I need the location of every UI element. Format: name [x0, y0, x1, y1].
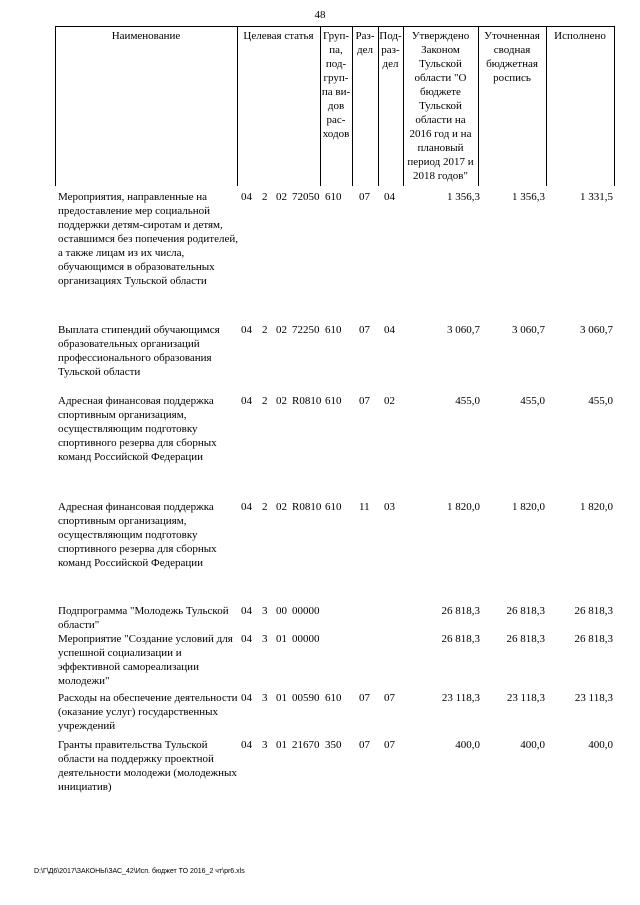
- target-event: 02: [276, 395, 287, 407]
- target-direction: 00000: [292, 605, 320, 617]
- approved-amount: 455,0: [455, 395, 480, 407]
- executed-amount: 26 818,3: [574, 605, 613, 617]
- executed-amount: 26 818,3: [574, 633, 613, 645]
- target-subprogram: 2: [262, 191, 268, 203]
- target-subprogram: 2: [262, 501, 268, 513]
- section-code: 07: [359, 191, 370, 203]
- section-code: 07: [359, 692, 370, 704]
- target-subprogram: 2: [262, 395, 268, 407]
- revised-amount: 3 060,7: [512, 324, 545, 336]
- header-top-border: [55, 26, 614, 27]
- approved-amount: 26 818,3: [441, 605, 480, 617]
- approved-amount: 3 060,7: [447, 324, 480, 336]
- expense-type: 610: [325, 191, 342, 203]
- row-name: Расходы на обеспечение деятельности (оказание услуг) государственных учреждений: [58, 692, 238, 732]
- target-direction: 00590: [292, 692, 320, 704]
- col-border: [546, 26, 547, 186]
- header-group: Груп- па, под- груп- па ви- дов рас- ходов: [321, 30, 351, 140]
- revised-amount: 26 818,3: [506, 605, 545, 617]
- executed-amount: 1 331,5: [580, 191, 613, 203]
- expense-type: 610: [325, 692, 342, 704]
- executed-amount: 400,0: [588, 739, 613, 751]
- target-subprogram: 3: [262, 605, 268, 617]
- approved-amount: 1 356,3: [447, 191, 480, 203]
- header-executed: Исполнено: [554, 30, 606, 42]
- target-event: 01: [276, 739, 287, 751]
- target-direction: 72250: [292, 324, 320, 336]
- subsection-code: 03: [384, 501, 395, 513]
- header-subsection: Под- раз- дел: [379, 30, 402, 70]
- target-event: 02: [276, 191, 287, 203]
- target-subprogram: 3: [262, 633, 268, 645]
- target-event: 02: [276, 324, 287, 336]
- expense-type: 610: [325, 324, 342, 336]
- expense-type: 350: [325, 739, 342, 751]
- target-event: 01: [276, 692, 287, 704]
- approved-amount: 1 820,0: [447, 501, 480, 513]
- header-approved: Утверждено Законом Тульской области "О бюджете Тульской области на 2016 год и на плановый период 2017 и 2018 годов": [407, 30, 474, 182]
- revised-amount: 1 356,3: [512, 191, 545, 203]
- col-border: [614, 26, 615, 186]
- header-revised: Уточненная сводная бюджетная роспись: [484, 30, 540, 84]
- target-program: 04: [241, 191, 252, 203]
- target-subprogram: 3: [262, 692, 268, 704]
- section-code: 07: [359, 739, 370, 751]
- row-name: Выплата стипендий обучающимся образовательных организаций профессионального образования Тульской области: [58, 324, 220, 378]
- executed-amount: 455,0: [588, 395, 613, 407]
- target-program: 04: [241, 692, 252, 704]
- row-name: Подпрограмма "Молодежь Тульской области": [58, 605, 229, 631]
- target-direction: R0810: [292, 395, 322, 407]
- section-code: 07: [359, 324, 370, 336]
- subsection-code: 04: [384, 324, 395, 336]
- header-section: Раз- дел: [355, 30, 375, 56]
- executed-amount: 1 820,0: [580, 501, 613, 513]
- table-header: [55, 26, 614, 186]
- executed-amount: 3 060,7: [580, 324, 613, 336]
- header-target: Целевая статья: [243, 30, 314, 42]
- target-program: 04: [241, 395, 252, 407]
- revised-amount: 400,0: [520, 739, 545, 751]
- row-name: Адресная финансовая поддержка спортивным организациям, осуществляющим подготовку спортивного резерва для сборных команд Российской Федерации: [58, 501, 217, 569]
- target-direction: 00000: [292, 633, 320, 645]
- row-name: Адресная финансовая поддержка спортивным организациям, осуществляющим подготовку спортивного резерва для сборных команд Российской Федерации: [58, 395, 217, 463]
- subsection-code: 07: [384, 692, 395, 704]
- target-program: 04: [241, 324, 252, 336]
- approved-amount: 400,0: [455, 739, 480, 751]
- expense-type: 610: [325, 501, 342, 513]
- expense-type: 610: [325, 395, 342, 407]
- subsection-code: 02: [384, 395, 395, 407]
- target-program: 04: [241, 633, 252, 645]
- revised-amount: 23 118,3: [506, 692, 545, 704]
- target-subprogram: 3: [262, 739, 268, 751]
- subsection-code: 07: [384, 739, 395, 751]
- section-code: 11: [359, 501, 370, 513]
- row-name: Мероприятие "Создание условий для успешной социализации и эффективной самореализации молодежи": [58, 633, 233, 687]
- file-path-footer: D:\Г\Д6\2017\ЗАКОНЫ\ЗАС_42\Исп. бюджет ТО 2016_2 чт\pr6.xls: [34, 868, 245, 875]
- target-event: 01: [276, 633, 287, 645]
- target-event: 02: [276, 501, 287, 513]
- subsection-code: 04: [384, 191, 395, 203]
- header-name: Наименование: [111, 30, 181, 42]
- section-code: 07: [359, 395, 370, 407]
- approved-amount: 23 118,3: [441, 692, 480, 704]
- revised-amount: 455,0: [520, 395, 545, 407]
- target-program: 04: [241, 501, 252, 513]
- col-border: [237, 26, 238, 186]
- target-event: 00: [276, 605, 287, 617]
- target-direction: 72050: [292, 191, 320, 203]
- target-direction: R0810: [292, 501, 322, 513]
- target-program: 04: [241, 605, 252, 617]
- target-subprogram: 2: [262, 324, 268, 336]
- target-program: 04: [241, 739, 252, 751]
- approved-amount: 26 818,3: [441, 633, 480, 645]
- executed-amount: 23 118,3: [574, 692, 613, 704]
- col-border: [55, 26, 56, 186]
- revised-amount: 26 818,3: [506, 633, 545, 645]
- row-name: Гранты правительства Тульской области на поддержку проектной деятельности молодежи (молодежных инициатив): [58, 739, 237, 793]
- page-number: 48: [314, 9, 326, 21]
- revised-amount: 1 820,0: [512, 501, 545, 513]
- target-direction: 21670: [292, 739, 320, 751]
- row-name: Мероприятия, направленные на предоставление мер социальной поддержки детям-сиротам и детям, оставшимся без попечения родителей, а также лицам из их числа, обучающимся в образовательных организациях Тульской области: [58, 191, 238, 287]
